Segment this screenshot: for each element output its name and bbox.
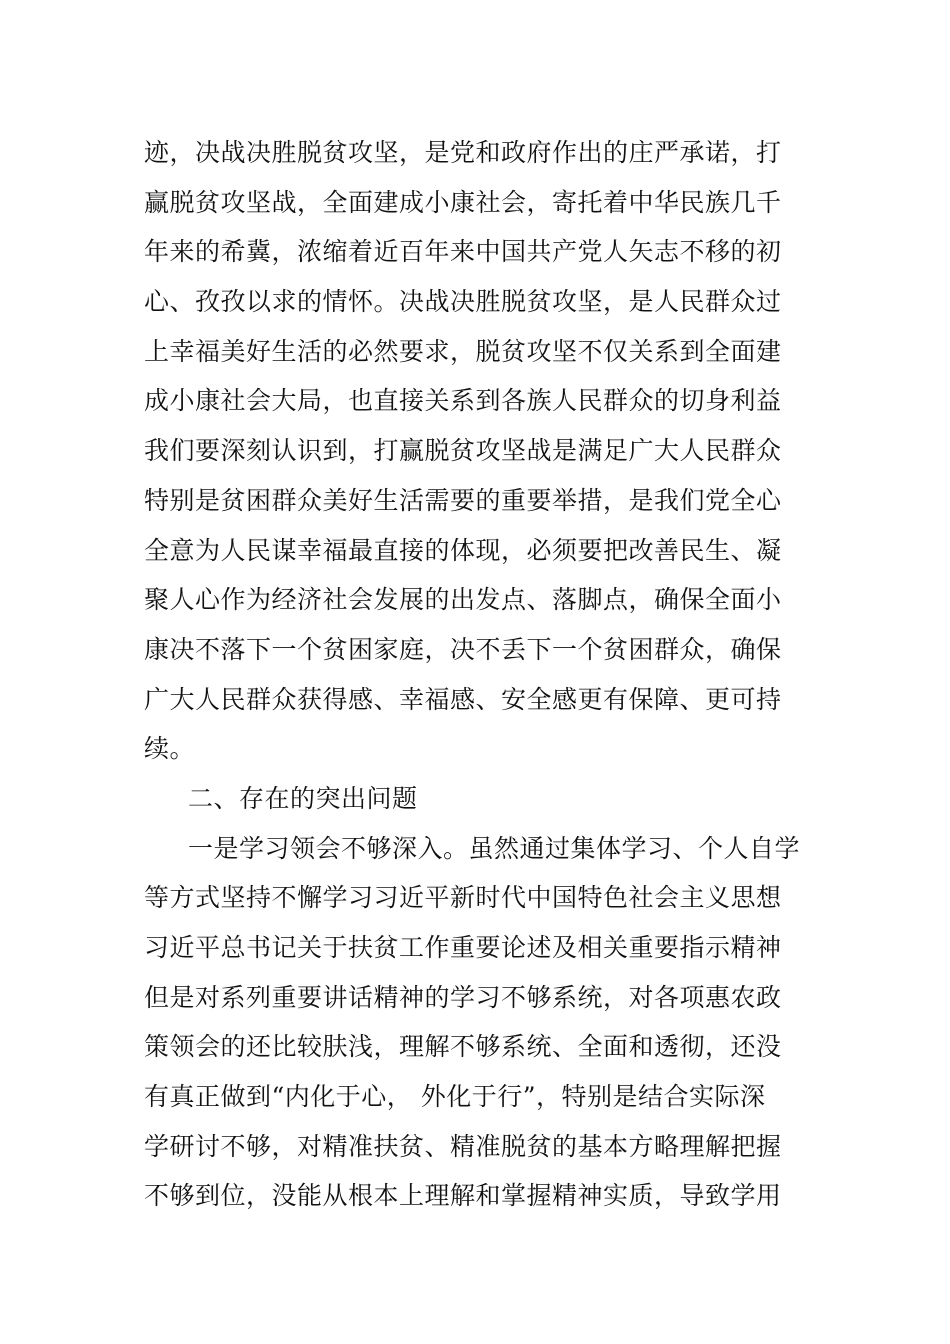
text-line: 特别是贫困群众美好生活需要的重要举措，是我们党全心 [144, 485, 782, 515]
text-line: 学研讨不够，对精准扶贫、精准脱贫的基本方略理解把握 [144, 1131, 782, 1161]
section-heading: 二、存在的突出问题 [188, 783, 418, 813]
text-line: 有真正做到“内化于心， 外化于行”，特别是结合实际深 [144, 1082, 766, 1112]
text-line: 策领会的还比较肤浅，理解不够系统、全面和透彻，还没 [144, 1032, 782, 1062]
text-line: 续。 [144, 734, 196, 764]
text-line: 上幸福美好生活的必然要求，脱贫攻坚不仅关系到全面建 [144, 336, 782, 366]
text-line: 但是对系列重要讲话精神的学习不够系统，对各项惠农政 [144, 982, 782, 1012]
text-line: 心、孜孜以求的情怀。决战决胜脱贫攻坚，是人民群众过 [144, 287, 782, 317]
text-line: 成小康社会大局，也直接关系到各族人民群众的切身利益 [144, 386, 782, 416]
text-line: 我们要深刻认识到，打赢脱贫攻坚战是满足广大人民群众 [144, 436, 782, 466]
text-line: 习近平总书记关于扶贫工作重要论述及相关重要指示精神 [144, 933, 782, 962]
text-line: 年来的希冀，浓缩着近百年来中国共产党人矢志不移的初 [144, 237, 782, 267]
text-line: 赢脱贫攻坚战，全面建成小康社会，寄托着中华民族几千 [144, 187, 782, 217]
text-line: 广大人民群众获得感、幸福感、安全感更有保障、更可持 [144, 684, 782, 714]
text-line: 全意为人民谋幸福最直接的体现，必须要把改善民生、凝 [144, 535, 782, 565]
text-line: 一是学习领会不够深入。虽然通过集体学习、个人自学 [188, 833, 801, 863]
text-line: 康决不落下一个贫困家庭，决不丢下一个贫困群众，确保 [144, 634, 782, 664]
text-line: 迹，决战决胜脱贫攻坚，是党和政府作出的庄严承诺，打 [144, 138, 782, 167]
text-line: 等方式坚持不懈学习习近平新时代中国特色社会主义思想 [144, 883, 782, 913]
text-line: 不够到位，没能从根本上理解和掌握精神实质，导致学用 [144, 1181, 782, 1211]
body-text [144, 128, 814, 1221]
text-line: 聚人心作为经济社会发展的出发点、落脚点，确保全面小 [144, 585, 782, 615]
